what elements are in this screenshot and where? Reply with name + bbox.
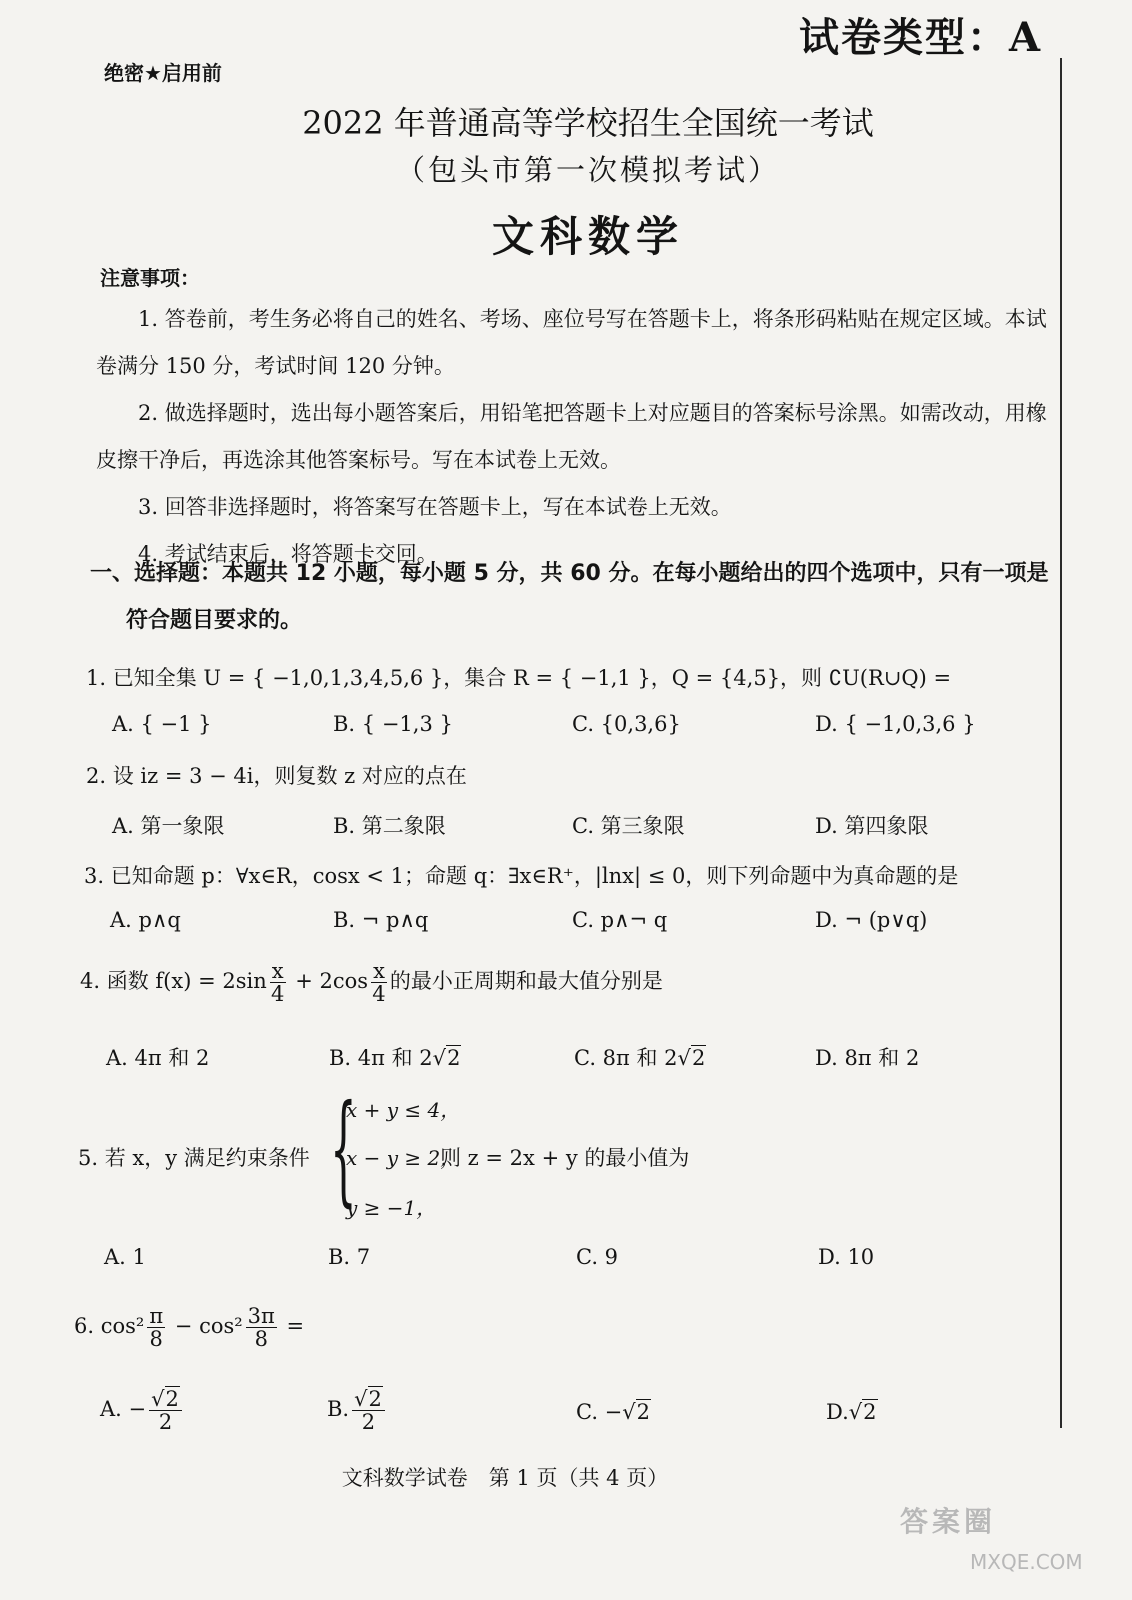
notice-item: 3. 回答非选择题时，将答案写在答题卡上，写在本试卷上无效。 [138, 495, 732, 519]
fraction-denominator: 2 [158, 1410, 173, 1435]
fraction-denominator: 4 [270, 982, 285, 1007]
fraction-denominator: 8 [254, 1327, 268, 1352]
secret-label: 绝密★启用前 [104, 61, 222, 85]
question-4-stem-prefix: 4. 函数 f(x) = 2sin [80, 969, 267, 994]
question-4-option-d: D. 8π 和 2 [815, 1046, 920, 1070]
fraction [149, 1388, 182, 1433]
question-3-stem: 3. 已知命题 p：∀x∈R，cosx < 1；命题 q：∃x∈R⁺，|lnx| ≤ 0，则下列命题中为真命题的是 [84, 864, 959, 888]
notice-list [96, 296, 1056, 578]
question-6-option-c [576, 1400, 651, 1424]
question-1-stem: 1. 已知全集 U = { −1,0,1,3,4,5,6 }，集合 R = { −1,1 }，Q = {4,5}，则 ∁U(R∪Q) = [86, 666, 952, 690]
option-text: C. 8π 和 2 [574, 1046, 678, 1070]
paper-type-label: 试卷类型：A [798, 14, 1042, 61]
exam-title: 2022 年普通高等学校招生全国统一考试 [302, 104, 874, 142]
constraint-line: x + y ≤ 4， [346, 1098, 461, 1122]
option-text: A. − [100, 1397, 147, 1422]
question-4-stem [80, 960, 663, 1005]
question-3-option-c: C. p∧¬ q [572, 908, 668, 932]
question-5-option-b: B. 7 [328, 1245, 371, 1269]
notice-heading: 注意事项： [100, 266, 200, 290]
question-5-stem-prefix: 5. 若 x，y 满足约束条件 [78, 1146, 310, 1170]
question-4-stem-suffix: 的最小正周期和最大值分别是 [389, 969, 663, 994]
question-6-option-d [826, 1400, 878, 1424]
section-heading-line: 符合题目要求的。 [126, 608, 303, 633]
question-3-option-b: B. ¬ p∧q [333, 908, 429, 932]
question-5-option-c: C. 9 [576, 1245, 619, 1269]
watermark-url: MXQE.COM [970, 1550, 1083, 1574]
option-text: D. [826, 1400, 849, 1424]
fraction-numerator: x [271, 959, 284, 983]
fraction-denominator: 4 [372, 982, 386, 1007]
fraction-numerator: x [373, 959, 385, 983]
fraction-denominator: 8 [149, 1327, 163, 1352]
question-6-option-b [327, 1388, 388, 1433]
sqrt-radicand: 2 [447, 1046, 461, 1070]
fraction [270, 960, 286, 1005]
question-5-option-d: D. 10 [818, 1245, 875, 1269]
question-2-option-d: D. 第四象限 [815, 814, 929, 838]
question-2-stem: 2. 设 iz = 3 − 4i，则复数 z 对应的点在 [86, 764, 467, 788]
question-4-option-a: A. 4π 和 2 [106, 1046, 210, 1070]
question-1-option-c: C. {0,3,6} [572, 712, 681, 736]
watermark-logo: 答案圈 [900, 1505, 997, 1538]
notice-item: 4. 考试结束后，将答题卡交回。 [138, 542, 438, 566]
fraction-numerator: π [149, 1304, 164, 1328]
question-6-option-a [100, 1388, 185, 1433]
sqrt-radicand: 2 [368, 1387, 382, 1411]
constraint-line: x − y ≥ 2， [346, 1146, 461, 1170]
question-6-stem-mid: − cos² [168, 1314, 243, 1339]
sqrt-sign: √ [848, 1400, 863, 1424]
question-2-option-c: C. 第三象限 [572, 814, 685, 838]
question-4-stem-mid: + 2cos [288, 969, 369, 994]
question-5-option-a: A. 1 [104, 1245, 146, 1269]
question-6-stem-suffix: = [279, 1314, 305, 1339]
question-4-option-b [329, 1042, 461, 1072]
sqrt-sign: √ [432, 1046, 447, 1070]
question-3-option-d: D. ¬ (p∨q) [815, 908, 928, 932]
fraction [246, 1305, 277, 1350]
fraction [371, 960, 387, 1005]
section-heading [90, 550, 1058, 644]
sqrt-sign: √ [354, 1387, 368, 1411]
fraction-numerator: 3π [247, 1304, 275, 1328]
sqrt-sign: √ [677, 1046, 691, 1070]
question-1-option-b: B. { −1,3 } [333, 712, 453, 736]
page-footer: 文科数学试卷 第 1 页（共 4 页） [341, 1466, 669, 1490]
question-4-option-c [574, 1042, 706, 1072]
fraction [147, 1305, 165, 1350]
question-1-option-a: A. { −1 } [112, 712, 212, 736]
notice-item: 2. 做选择题时，选出每小题答案后，用铅笔把答题卡上对应题目的答案标号涂黑。如需改动，用橡皮擦干净后，再选涂其他答案标号。写在本试卷上无效。 [96, 401, 1047, 472]
option-text: B. 4π 和 2 [329, 1046, 433, 1070]
sqrt-sign: √ [622, 1400, 636, 1424]
fraction-numerator [352, 1388, 385, 1411]
exam-subtitle: （包头市第一次模拟考试） [395, 153, 780, 187]
question-6-stem [74, 1305, 304, 1350]
option-text: B. [327, 1397, 350, 1422]
subject-title: 文科数学 [491, 212, 684, 261]
brace-symbol: { [330, 1080, 357, 1219]
question-5-stem-suffix: 则 z = 2x + y 的最小值为 [440, 1146, 690, 1170]
column-divider [1060, 58, 1062, 1428]
sqrt-sign: √ [151, 1387, 165, 1411]
constraint-line: y ≥ −1， [346, 1196, 437, 1220]
option-text: C. − [576, 1400, 623, 1424]
notice-item: 1. 答卷前，考生务必将自己的姓名、考场、座位号写在答题卡上，将条形码粘贴在规定区域。本试卷满分 150 分，考试时间 120 分钟。 [96, 307, 1047, 378]
question-2-option-b: B. 第二象限 [333, 814, 446, 838]
question-1-option-d: D. { −1,0,3,6 } [815, 712, 976, 736]
question-3-option-a: A. p∧q [110, 908, 181, 932]
sqrt-radicand: 2 [863, 1400, 877, 1424]
question-6-stem-prefix: 6. cos² [74, 1314, 145, 1339]
section-heading-line: 一、选择题：本题共 12 小题，每小题 5 分，共 60 分。在每小题给出的四个选项中，只有一项是 [90, 561, 1049, 586]
sqrt-radicand: 2 [691, 1046, 706, 1070]
fraction-denominator: 2 [361, 1410, 376, 1435]
sqrt-radicand: 2 [636, 1400, 651, 1424]
fraction-numerator [149, 1388, 182, 1411]
question-2-option-a: A. 第一象限 [112, 814, 225, 838]
sqrt-radicand: 2 [165, 1387, 179, 1411]
fraction [352, 1388, 385, 1433]
